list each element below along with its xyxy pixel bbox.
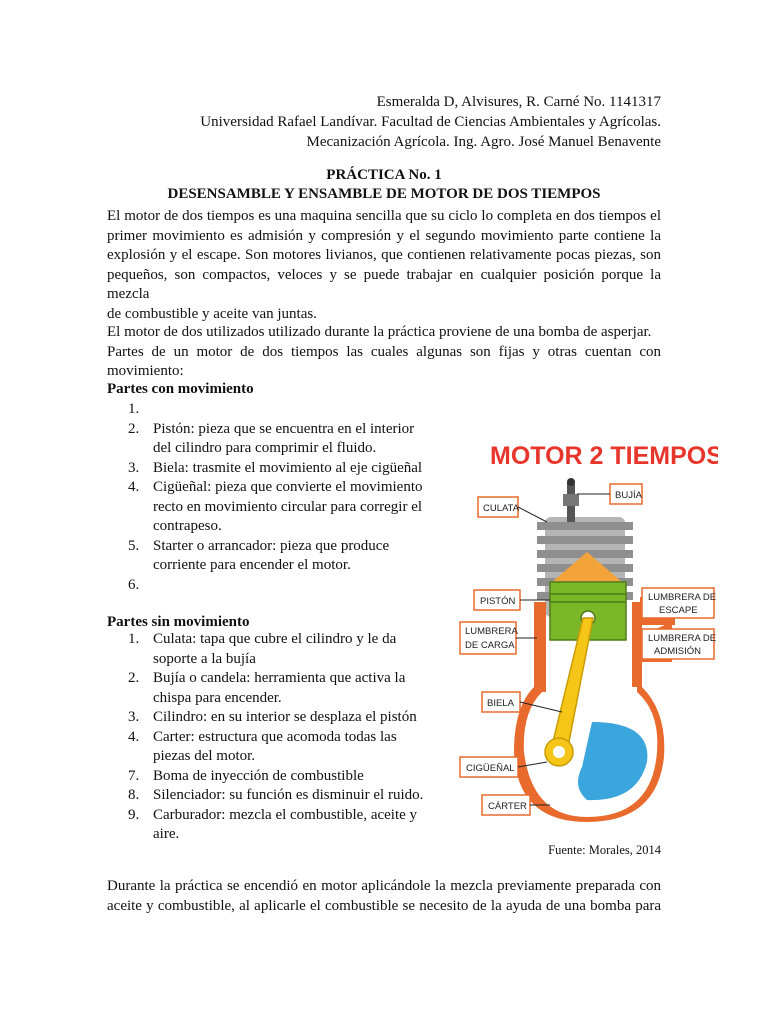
list-item: 5. Starter o arrancador: pieza que produce corriente para encender el motor. bbox=[128, 537, 390, 573]
list-item: 8. Silenciador: su función es disminuir el ruido. bbox=[128, 787, 424, 803]
label-piston: PISTÓN bbox=[480, 596, 516, 607]
paragraph-line: Durante la práctica se encendió en motor aplicándole la mezcla previamente preparada con bbox=[107, 878, 661, 894]
list-item: 3. Biela: trasmite el movimiento al eje cigüeñal bbox=[128, 459, 423, 476]
paragraph-line: Partes de un motor de dos tiempos las cuales algunas son fijas y otras cuentan con bbox=[107, 343, 661, 360]
intro-line: de combustible y aceite van juntas. bbox=[107, 305, 317, 322]
label-exhaust-2: ESCAPE bbox=[659, 605, 698, 616]
closing-paragraph bbox=[107, 877, 661, 916]
paragraph-line: El motor de dos utilizados utilizado durante la práctica proviene de una bomba de asperjar. bbox=[107, 324, 652, 340]
label-culata: CULATA bbox=[483, 503, 520, 514]
course-line: Mecanización Agrícola. Ing. Agro. José Manuel Benavente bbox=[306, 134, 661, 150]
author-line: Esmeralda D, Alvisures, R. Carné No. 1141317 bbox=[376, 94, 661, 110]
label-transfer-2: DE CARGA bbox=[465, 640, 515, 651]
author-header bbox=[200, 92, 661, 152]
list-item: 4. Carter: estructura que acomoda todas las piezas del motor. bbox=[128, 728, 397, 764]
label-carter: CÁRTER bbox=[488, 801, 527, 812]
intro-line: primer movimiento es admisión y compresión y el segundo movimiento parte contiene la bbox=[107, 227, 661, 244]
engine-diagram-svg bbox=[452, 422, 718, 827]
document-title bbox=[107, 166, 661, 204]
intro-paragraph bbox=[107, 207, 661, 324]
list-item: 1. Culata: tapa que cubre el cilindro y le da soporte a la bujía bbox=[128, 631, 397, 667]
list-item: 4. Cigüeñal: pieza que convierte el movimiento recto en movimiento circular para corregir el contrapeso. bbox=[128, 479, 423, 534]
paragraph-line: movimiento: bbox=[107, 363, 184, 379]
label-transfer-1: LUMBRERA bbox=[465, 626, 518, 637]
list-item: 3. Cilindro: en su interior se desplaza el pistón bbox=[128, 709, 417, 725]
label-biela: BIELA bbox=[487, 698, 514, 709]
label-exhaust-1: LUMBRERA DE bbox=[648, 592, 717, 603]
label-bujia: BUJÍA bbox=[615, 490, 642, 501]
label-ciguenal: CIGÜEÑAL bbox=[466, 763, 515, 774]
intro-line: explosión y el escape. Son motores livianos, que contienen relativamente pocas piezas, son bbox=[107, 247, 661, 263]
fixed-parts-heading: Partes sin movimiento bbox=[107, 614, 250, 630]
intro-line: pequeños, son compactos, veloces y se puede trabajar en cualquier posición porque la mezcla bbox=[107, 266, 661, 302]
intro-line: El motor de dos tiempos es una maquina sencilla que su ciclo lo completa en dos tiempos el bbox=[107, 208, 661, 224]
paragraph-line: aceite y combustible, al aplicarle el combustible se necesito de la ayuda de una bomba para bbox=[107, 897, 661, 914]
list-item: 2. Bujía o candela: herramienta que activa la chispa para encender. bbox=[128, 670, 406, 706]
label-intake-2: ADMISIÓN bbox=[654, 646, 701, 657]
list-item: 1. bbox=[128, 401, 140, 417]
list-item: 2. Pistón: pieza que se encuentra en el interior del cilindro para comprimir el fluido. bbox=[128, 420, 415, 456]
diagram-title: MOTOR 2 TIEMPOS bbox=[490, 442, 718, 470]
fixed-parts-list bbox=[107, 630, 437, 845]
list-item: 6. bbox=[128, 576, 140, 593]
list-item: 9. Carburador: mezcla el combustible, aceite y aire. bbox=[128, 806, 418, 842]
moving-parts-heading: Partes con movimiento bbox=[107, 381, 254, 397]
moving-parts-list bbox=[107, 400, 437, 595]
label-intake-1: LUMBRERA DE bbox=[648, 633, 717, 644]
list-item: 7. Boma de inyección de combustible bbox=[128, 767, 364, 784]
parts-paragraph bbox=[107, 323, 661, 382]
university-line: Universidad Rafael Landívar. Facultad de Ciencias Ambientales y Agrícolas. bbox=[200, 114, 661, 130]
practice-number: PRÁCTICA No. 1 bbox=[326, 167, 442, 183]
figure-caption: Fuente: Morales, 2014 bbox=[548, 843, 661, 857]
engine-diagram bbox=[452, 422, 718, 827]
practice-subtitle: DESENSAMBLE Y ENSAMBLE DE MOTOR DE DOS TIEMPOS bbox=[167, 186, 601, 202]
